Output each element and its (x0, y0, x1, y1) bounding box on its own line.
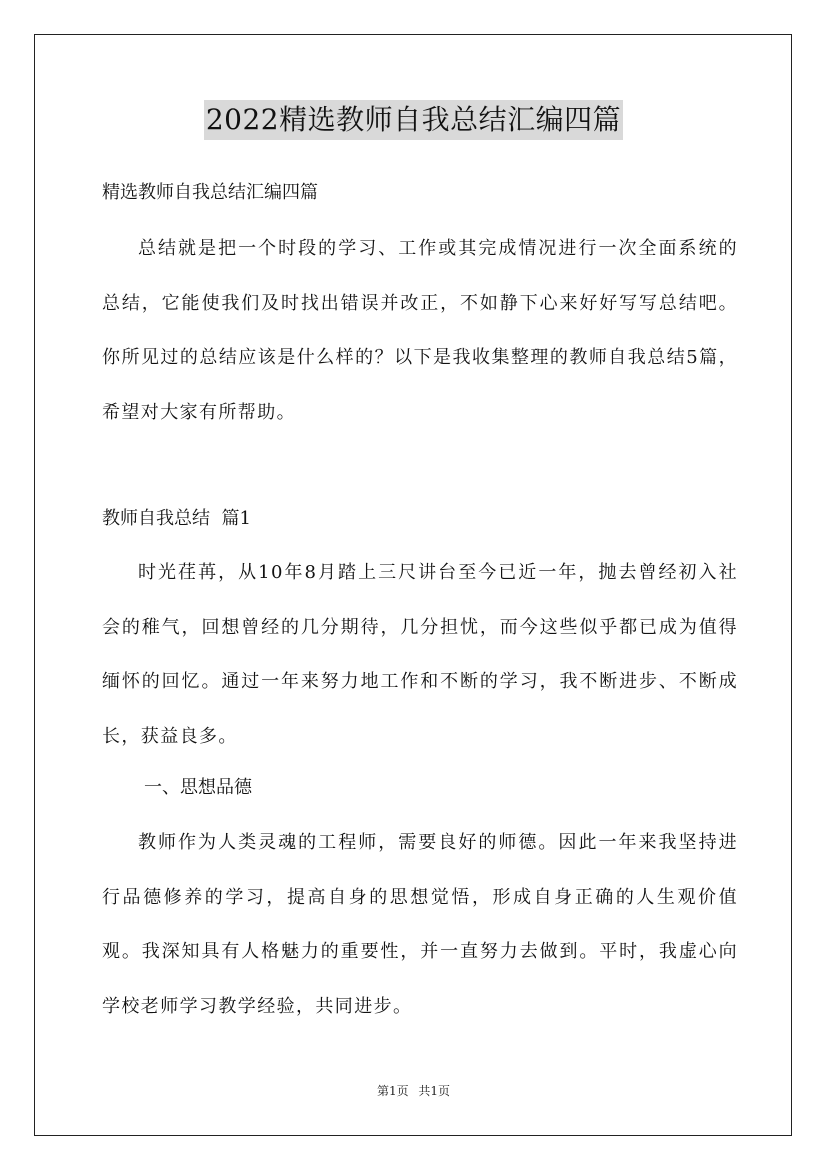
document-subtitle: 精选教师自我总结汇编四篇 (102, 182, 318, 203)
section-paragraph-2: 教师作为人类灵魂的工程师，需要良好的师德。因此一年来我坚持进行品德修养的学习，提高自身的思想觉悟，形成自身正确的人生观价值观。我深知具有人格魅力的重要性，并一直努力去做到。平时，我虚心向学校老师学习教学经验，共同进步。 (102, 832, 738, 1017)
sub-heading-ideology: 一、思想品德 (144, 777, 252, 798)
section-paragraph-1: 时光荏苒，从10年8月踏上三尺讲台至今已近一年，抛去曾经初入社会的稚气，回想曾经的几分期待，几分担忧，而今这些似乎都已成为值得缅怀的回忆。通过一年来努力地工作和不断的学习，我不断进步、不断成长，获益良多。 (102, 562, 738, 747)
page-number-total: 共1页 (418, 1084, 451, 1098)
page-number-current: 第1页 (376, 1084, 409, 1098)
section-heading: 教师自我总结 篇1 (102, 508, 251, 529)
document-title: 2022精选教师自我总结汇编四篇 (204, 100, 623, 140)
title-container (0, 100, 827, 140)
intro-paragraph: 总结就是把一个时段的学习、工作或其完成情况进行一次全面系统的总结，它能使我们及时找出错误并改正，不如静下心来好好写写总结吧。你所见过的总结应该是什么样的？以下是我收集整理的教师自我总结5篇，希望对大家有所帮助。 (102, 238, 738, 423)
page-footer (0, 1083, 827, 1099)
